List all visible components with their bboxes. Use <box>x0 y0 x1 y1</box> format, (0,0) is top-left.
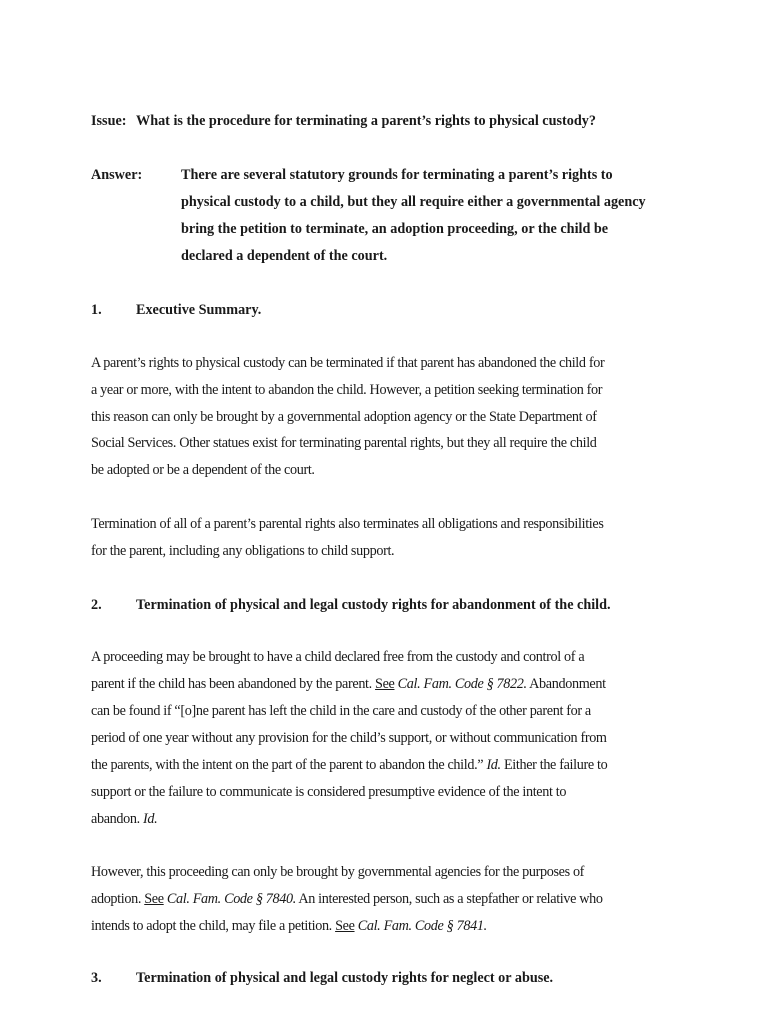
paragraph-line: this reason can only be brought by a governmental adoption agency or the State Department of <box>91 409 597 425</box>
paragraph-line <box>91 756 607 774</box>
issue-question: What is the procedure for terminating a parent’s rights to physical custody? <box>136 113 596 129</box>
citation-signal: See <box>335 918 355 934</box>
paragraph-line <box>91 675 606 693</box>
statute-citation: Cal. Fam. Code § 7841. <box>354 918 487 934</box>
text-run: Either the failure to <box>500 757 608 773</box>
paragraph-line: for the parent, including any obligations to child support. <box>91 543 395 559</box>
paragraph-line: period of one year without any provision for the child’s support, or without communication from <box>91 730 607 746</box>
paragraph-line: Social Services. Other statues exist for terminating parental rights, but they all require the child <box>91 435 597 451</box>
text-run: abandon. <box>91 811 144 827</box>
answer-line: bring the petition to terminate, an adoption proceeding, or the child be <box>181 221 609 237</box>
paragraph-line: Termination of all of a parent’s parental rights also terminates all obligations and responsibilities <box>91 516 604 532</box>
answer-line: There are several statutory grounds for terminating a parent’s rights to <box>181 167 613 183</box>
id-citation: Id. <box>143 811 158 827</box>
paragraph-line: can be found if “[o]ne parent has left the child in the care and custody of the other parent for a <box>91 703 591 719</box>
text-run: the parents, with the intent on the part of the parent to abandon the child.” <box>91 757 487 773</box>
citation-signal: See <box>144 891 164 907</box>
section-3-number: 3. <box>91 970 102 986</box>
section-1-number: 1. <box>91 302 102 318</box>
paragraph-line: However, this proceeding can only be brought by governmental agencies for the purposes of <box>91 864 585 880</box>
answer-line: physical custody to a child, but they all require either a governmental agency <box>181 194 646 210</box>
paragraph-line: A proceeding may be brought to have a child declared free from the custody and control of a <box>91 649 585 665</box>
section-2-heading: Termination of physical and legal custody rights for abandonment of the child. <box>136 597 611 613</box>
paragraph-line: support or the failure to communicate is considered presumptive evidence of the intent to <box>91 784 567 800</box>
text-run: intends to adopt the child, may file a petition. <box>91 918 336 934</box>
text-run: parent if the child has been abandoned by the parent. <box>91 676 376 692</box>
citation-signal: See <box>375 676 395 692</box>
text-run: An interested person, such as a stepfather or relative who <box>295 891 603 907</box>
statute-citation: Cal. Fam. Code § 7822. <box>394 676 527 692</box>
section-1-heading: Executive Summary. <box>136 302 262 318</box>
answer-label: Answer: <box>91 167 143 183</box>
text-run: Abandonment <box>526 676 606 692</box>
issue-label: Issue: <box>91 113 127 129</box>
section-3-heading: Termination of physical and legal custody rights for neglect or abuse. <box>136 970 554 986</box>
paragraph-line <box>91 890 603 908</box>
id-citation: Id. <box>486 757 501 773</box>
text-run: adoption. <box>91 891 145 907</box>
paragraph-line: be adopted or be a dependent of the court. <box>91 462 315 478</box>
section-2-number: 2. <box>91 597 102 613</box>
paragraph-line <box>91 810 157 828</box>
statute-citation: Cal. Fam. Code § 7840. <box>163 891 296 907</box>
paragraph-line: A parent’s rights to physical custody can be terminated if that parent has abandoned the child for <box>91 355 605 371</box>
paragraph-line <box>91 917 487 935</box>
answer-line: declared a dependent of the court. <box>181 248 388 264</box>
paragraph-line: a year or more, with the intent to abandon the child. However, a petition seeking termination for <box>91 382 603 398</box>
